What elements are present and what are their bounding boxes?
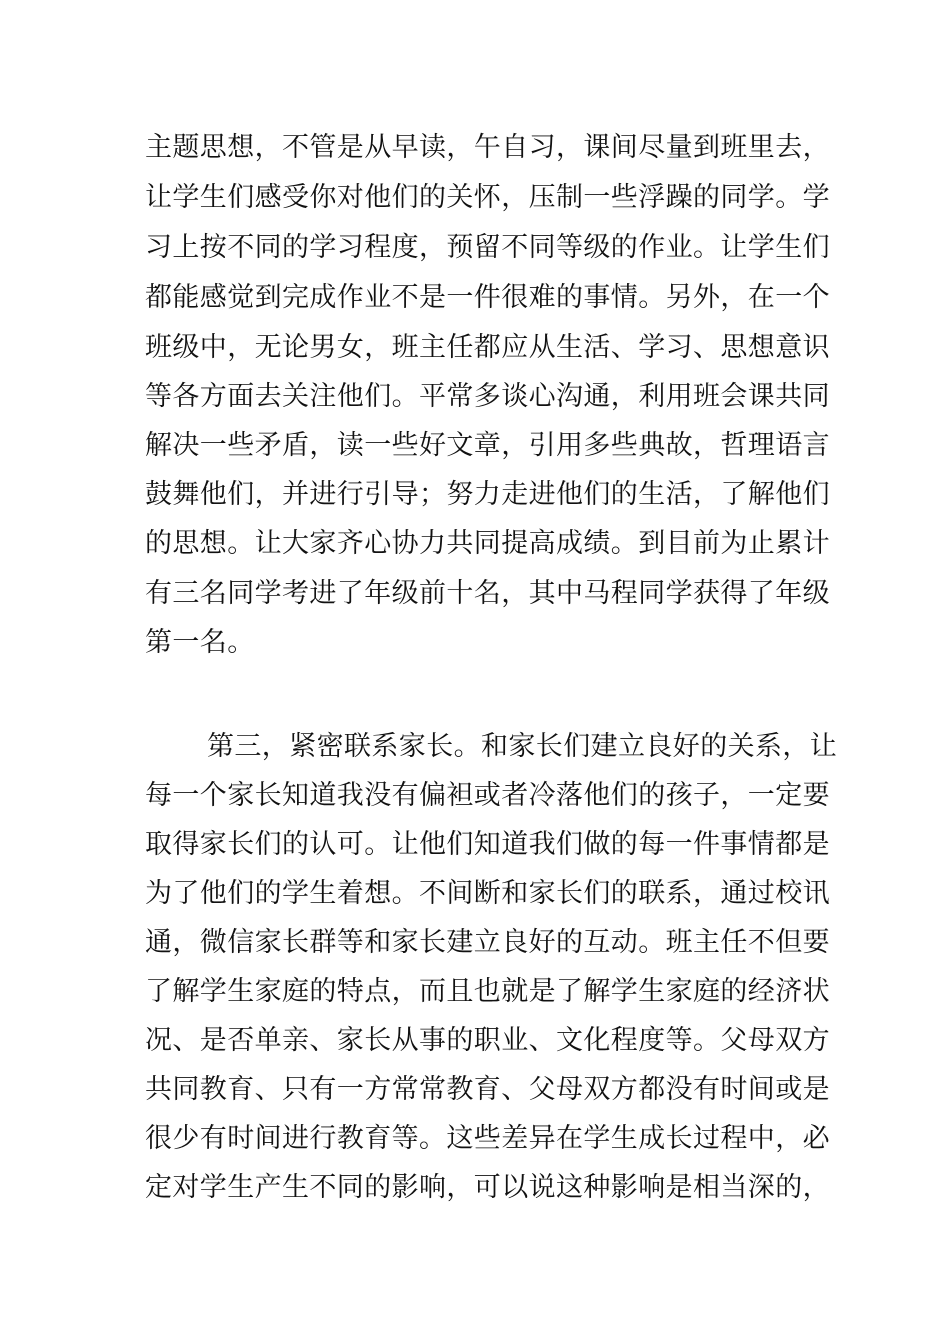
text-line: 解决一些矛盾，读一些好文章，引用多些典故，哲理语言 [145,430,830,461]
text-line: 的思想。让大家齐心协力共同提高成绩。到目前为止累计 [145,528,830,559]
text-line: 定对学生产生不同的影响，可以说这种影响是相当深的， [145,1172,830,1203]
text-line: 为了他们的学生着想。不间断和家长们的联系，通过校讯 [145,878,830,909]
text-line: 让学生们感受你对他们的关怀，压制一些浮躁的同学。学 [145,182,830,213]
text-line: 第一名。 [145,627,255,658]
text-line: 都能感觉到完成作业不是一件很难的事情。另外，在一个 [145,282,830,313]
text-line: 况、是否单亲、家长从事的职业、文化程度等。父母双方 [145,1025,830,1056]
text-line: 有三名同学考进了年级前十名，其中马程同学获得了年级 [145,578,830,609]
text-line: 通，微信家长群等和家长建立良好的互动。班主任不但要 [145,927,830,958]
text-line: 取得家长们的认可。让他们知道我们做的每一件事情都是 [145,829,830,860]
text-line: 每一个家长知道我没有偏袒或者冷落他们的孩子，一定要 [145,780,830,811]
text-line: 主题思想，不管是从早读，午自习，课间尽量到班里去， [145,132,830,163]
text-line: 鼓舞他们，并进行引导；努力走进他们的生活，了解他们 [145,479,830,510]
text-line: 班级中，无论男女，班主任都应从生活、学习、思想意识 [145,332,830,363]
text-line: 很少有时间进行教育等。这些差异在学生成长过程中，必 [145,1123,830,1154]
text-line: 等各方面去关注他们。平常多谈心沟通，利用班会课共同 [145,381,830,412]
text-line: 共同教育、只有一方常常教育、父母双方都没有时间或是 [145,1074,830,1105]
text-line-indented: 第三，紧密联系家长。和家长们建立良好的关系，让 [207,731,838,762]
text-line: 习上按不同的学习程度，预留不同等级的作业。让学生们 [145,232,830,263]
text-line: 了解学生家庭的特点，而且也就是了解学生家庭的经济状 [145,976,830,1007]
